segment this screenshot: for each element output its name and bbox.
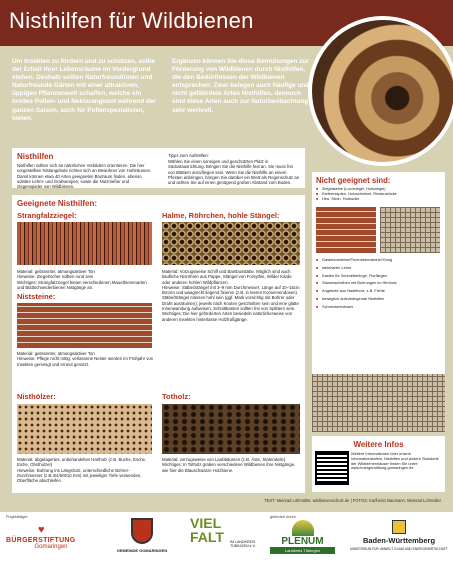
infos-box [312,436,445,492]
bad-example-photo-1 [316,207,376,253]
nicht-list-2 [316,258,441,310]
infos-text: Weitere Informationen über unsere Informationstafeln, Nisthilfen und andere Standorte der Wildbienenhäuser finden Sie unter: www.buergerstiftung-gomaringen.de [351,451,439,471]
nisthilfen-text: Nisthilfen sollten sich an natürlichen Vorbildern orientieren. Die hier vorgestellten Nistangebote richten sich an Bewohner von Hohlräumen. Damit können etwa 40 Arten geeigneten Brutraum finden, ebenso solitäre Lehm- und Grabwespen, sowie die Nutznießer und Gegenspieler von Wildbienen. [17,163,152,190]
geeignet-box [12,195,305,493]
buergerstiftung-logo: Projektträger ♥ BÜRGERSTIFTUNG Gomaringen [6,515,76,550]
list-item: ■ Heu, Stroh, Holzwolle [316,197,441,202]
list-item: ■ Angebote aus Nadelholz, z.B. Fichte [316,289,441,294]
list-item: ■ Ziegelsteine (Lochziegel, Hohlziegel) [316,187,441,192]
list-item: ■ Stammscheiben mit Bohrungen im Hirnholz [316,281,441,286]
halme-details: Material: Vorzugsweise Schilf und Bambusstäbe. Möglich sind auch käufliche Nisröhren aus Pappe, Stängel von Forsythie, Wilder Karde oder anderen hohlen Wildpflanzen. Hinweise: Stäbe/Stängel mit 3–9 mm Durchmesser; Länge auf 10–15cm kürzen und waagrecht liegend fixieren (z.B. in leeren Konservendosen). Stäbe/Stängel müssen hohl sein (ggf. Mark vorsichtig mit Bohrer oder Draht ausräumen); jeweils nach Knoten geschnitten sein und eine glatte Innenwandung aufweisen. Schnittkanten sollten frei von Splittern sein. Wichtiges: Die hier geförderten Arten besiedeln natürlicherweise von anderen Insekten hinterlasse Holzfraßgänge. [162,269,300,322]
plenum-logo: gefördert durch PLENUM Landkreis Tübingen [270,515,335,563]
gemeinde-logo: GEMEINDE GOMARINGEN [112,518,172,564]
nistholzer-title: Nisthölzer: [17,392,56,401]
totholz-details: Material: vorzugsweise von Laubbäumen (z.B. Äste, Stammteile) Wichtiges: In Totholz graben verschiedene Wildbienen ihre Nistgänge, wie hier die Blauschwarze Holzbiene. [162,457,296,473]
bw-crest-icon [392,520,406,534]
infos-title: Weitere Infos [353,440,404,449]
list-item: ■ Kiefernzapfen, Holzschnitzel, Rindenstücke [316,192,441,197]
niststeine-details: Material: gebrannter, atmungsaktiver Ton Hinweise: Pflege nicht nötig; verlassene Nester werden im Frühjahr von Insekten gereinigt und erneut genutzt. [17,351,154,367]
vielfalt-logo: VIEL FALT IM LANDKREIS TÜBINGEN e.V. [190,515,256,548]
list-item: ■ steinharter Lehm [316,266,441,271]
tips-title: Tipps zum Aufstellen: [168,153,209,158]
list-item: ■ beweglich aufzuhängende Nisthilfen [316,297,441,302]
page-title: Nisthilfen für Wildbienen [9,8,254,33]
geeignet-title: Geeignete Nisthilfen: [17,199,98,208]
list-item: ■ Kasten für Schmetterlinge, Florfliegen [316,274,441,279]
strang-title: Strangfalzziegel: [17,211,77,220]
coat-of-arms-icon [131,518,153,544]
nicht-title: Nicht geeignet sind: [316,176,391,185]
strangfalzziegel-photo [17,222,152,265]
halme-title: Halme, Röhrchen, hohle Stängel: [162,211,280,220]
qr-code-icon[interactable] [317,453,347,483]
tips-text: Wählen Sie einen sonnigen und geschützten Platz in Südostausrichtung. Bringen Sie die Nisthilfe fest an. Sie muss frei von Blättern anzufliegen sein. Wenn Sie die Nisthilfe an einem Pfosten anbringen, bringen Sie darüber ein Brett als Regenschutz an und achten Sie auf einen genügend großen Abstand vom Boden. [168,159,300,186]
niststeine-photo [17,303,152,348]
plenum-emblem-icon [292,520,314,536]
heart-icon: ♥ [38,524,45,536]
nisthilfen-title: Nisthilfen [17,152,54,161]
nisthilfen-box [12,148,305,188]
bad-example-photo-2 [380,207,440,253]
intro-right: Ergänzen können Sie diese Bemühungen zur Förderung von Wildbienen durch Nisthilfen, die den Bedürfnissen der Wildbienen entsprechen. Zwar belegen auch häufige und nicht gefährdete Arten Nisthilfen, dennoch sind diese Arten auch zur Naturbeobachtung sehr wertvoll. [172,58,310,114]
list-item: ■ Gasbetonsteine/Porenbetonsteine/Ytong [316,258,441,263]
nistholzer-photo [17,404,152,454]
niststeine-title: Niststeine: [17,292,56,301]
bw-ministry-logo: Baden-Württemberg MINISTERIUM FÜR UMWELT, KLIMA UND ENERGIEWIRTSCHAFT [350,520,448,564]
nistholzer-details: Material: abgelagertes, unbehandeltes Hartholz (z.B. Buche, Esche, Eiche, Obstholzer) Hinweise: Bohrung ins Längsholz, unterschiedliche Bohrer-Durchmesser (z.B.3/4/6/8/10 mm) mit jeweiliger Tiefe verwenden, Oberfläche abschleifen. [17,457,147,484]
logo-strip [0,512,453,567]
nicht-geeignet-box [312,172,445,372]
nicht-list-1 [316,187,441,201]
totholz-photo [162,404,300,454]
halme-photo [162,222,300,265]
totholz-title: Totholz: [162,392,191,401]
bee-nest-photo [308,16,453,166]
list-item: ■ Schneckenhäuser [316,305,441,310]
bad-example-photo-3 [312,372,445,432]
intro-left: Um Insekten zu fördern und zu schützen, sollte der Erhalt ihrer Lebensräume im Vordergrund stehen. Deshalb sollten Naturfreundinnen und Naturfreunde Gärten mit einer attraktiven, üppigen Pflanzenwelt schaffen, welche ein breites Pollen- und Nektarangebot während der ganzen Saison, auch für Pollenspezialisten, bieten. [12,58,156,122]
strang-details: Material: gebrannter, atmungsaktiver Ton Hinweise: Ziegelröcher sollten rund sein Wichtiges: Strangfalzziegel bieten verschiedenen Mauerbienenarten und Blattschneiderbienen Nistgänge an. [17,269,147,290]
credit-line: TEXT: Meinrad Löhmüller, wildbienenschutz.de | FOTOS: Karlheinz Baumann, Meinrad Lohmüller [264,498,441,503]
